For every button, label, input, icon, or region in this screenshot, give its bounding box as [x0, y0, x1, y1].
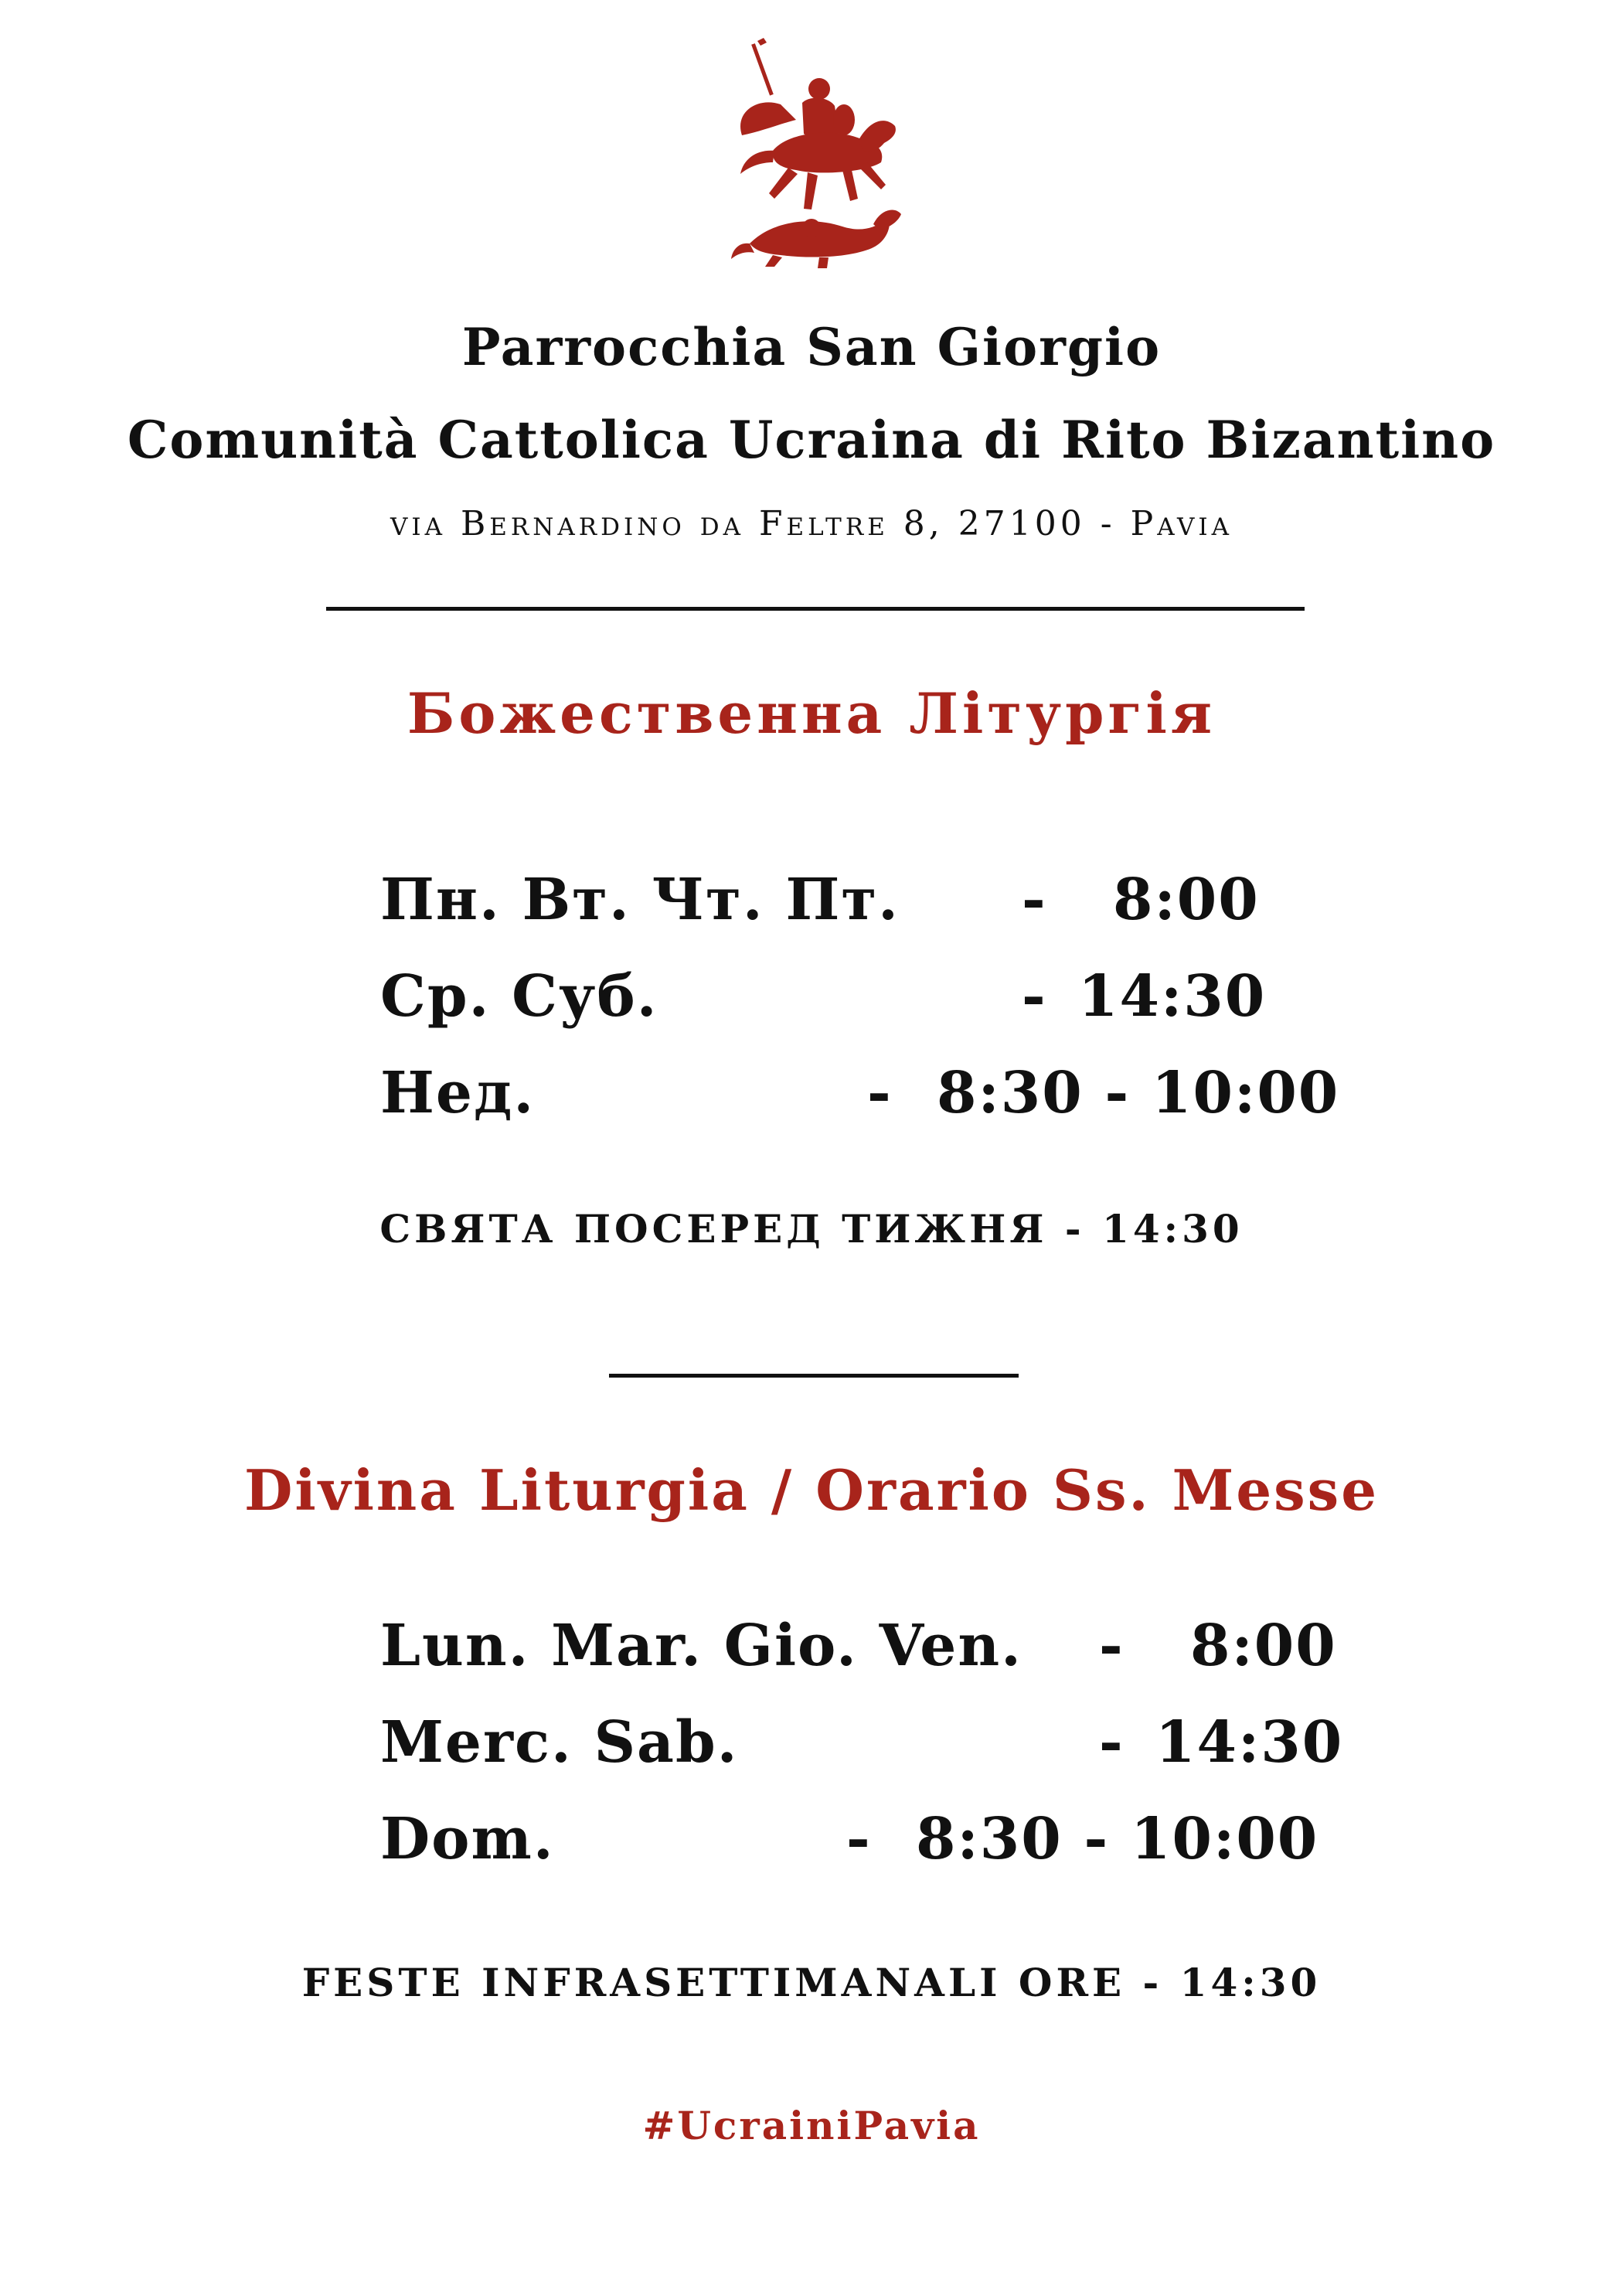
ua-row-2-times: 14:30 — [1078, 963, 1267, 1030]
it-row-2-days: Merc. Sab. — [380, 1709, 739, 1776]
ukrainian-section-title: Божественна Літургія — [407, 680, 1216, 746]
it-row-1-dash: - — [1099, 1613, 1125, 1679]
it-row-2-dash: - — [1099, 1709, 1125, 1776]
ua-row-2-dash: - — [1022, 963, 1047, 1030]
it-row-2-times: 14:30 — [1155, 1709, 1344, 1776]
it-row-3-days: Dom. — [380, 1806, 555, 1872]
middle-divider — [609, 1374, 1019, 1378]
it-row-1-days: Lun. Mar. Gio. Ven. — [380, 1613, 1022, 1679]
italian-weekday-feasts-note: FESTE INFRASETTIMANALI ORE - 14:30 — [301, 1960, 1322, 2005]
ua-row-3-times: 8:30 - 10:00 — [937, 1060, 1340, 1126]
top-divider — [326, 607, 1305, 611]
it-row-3-times: 8:30 - 10:00 — [916, 1806, 1319, 1872]
ua-row-3-dash: - — [867, 1060, 893, 1126]
saint-george-dragon-icon — [726, 35, 904, 271]
ua-row-1-times: 8:00 — [1113, 867, 1260, 933]
church-name: Parrocchia San Giorgio — [461, 317, 1162, 377]
ua-row-1-dash: - — [1022, 867, 1047, 933]
address: via Bernardino da Feltre 8, 27100 - Pavia — [390, 504, 1233, 543]
ua-row-3-days: Нед. — [380, 1060, 536, 1126]
italian-section-title: Divina Liturgia / Orario Ss. Messe — [243, 1457, 1380, 1523]
ua-row-2-days: Ср. Суб. — [380, 963, 658, 1030]
ukrainian-weekday-feasts-note: СВЯТА ПОСЕРЕД ТИЖНЯ - 14:30 — [379, 1206, 1244, 1252]
it-row-3-dash: - — [846, 1806, 872, 1872]
ua-row-1-days: Пн. Вт. Чт. Пт. — [380, 867, 900, 933]
community-name: Comunità Cattolica Ucraina di Rito Bizantino — [127, 410, 1496, 470]
hashtag: #UcrainiPavia — [642, 2103, 981, 2148]
it-row-1-times: 8:00 — [1190, 1613, 1337, 1679]
